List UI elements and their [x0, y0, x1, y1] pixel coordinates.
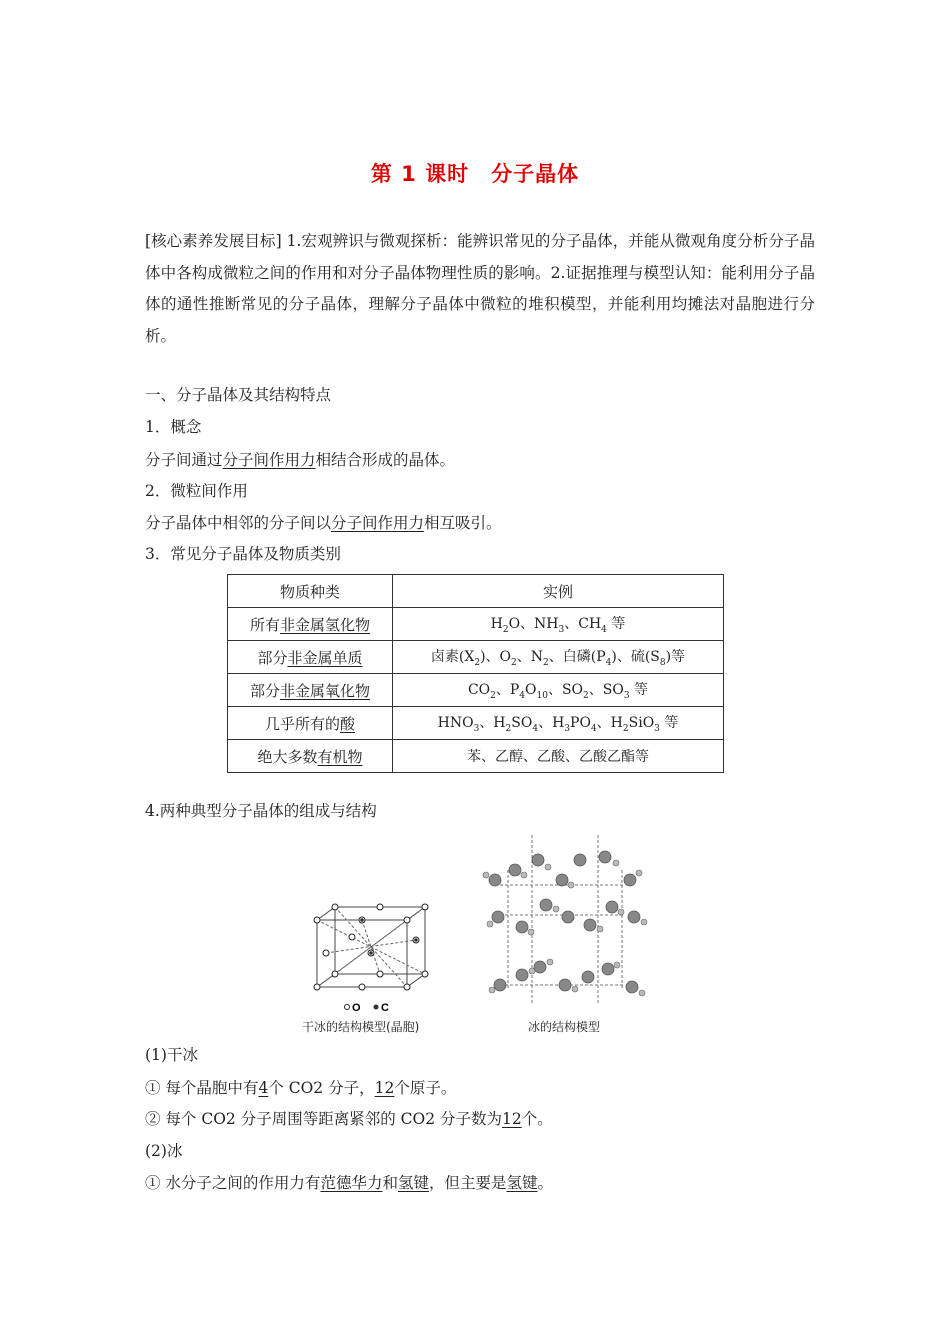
answer-blank: 非金属氧化物 [280, 681, 371, 700]
answer-blank: 4 [258, 1079, 269, 1097]
ice-heading: (2)冰 [145, 1142, 183, 1160]
item1-heading: 1．概念 [145, 418, 202, 436]
item3-heading: 3．常见分子晶体及物质类别 [145, 545, 341, 563]
category-cell [228, 641, 393, 674]
page-title [0, 158, 950, 188]
title-topic: 分子晶体 [491, 162, 580, 186]
caption-ice: 冰的结构模型 [528, 1020, 601, 1034]
example-cell: 卤素$(X_2)$、$O_2$、$N_2$、白磷$(P_4)$、硫$(S_8)$等 [393, 641, 724, 674]
cell-pre: 部分 [257, 648, 288, 667]
text-mid: ，但主要是 [428, 1174, 507, 1192]
cell-pre: 所有 [249, 615, 280, 634]
text-pre: ① 每个晶胞中有 [145, 1079, 259, 1097]
text-pre: 分子晶体中相邻的分子间以 [145, 514, 332, 532]
text-post: 个。 [521, 1110, 553, 1128]
answer-blank: 范德华力 [320, 1174, 383, 1192]
cell-pre: 绝大多数 [257, 747, 318, 766]
oxygen-legend-dot [345, 1005, 350, 1010]
answer-blank: 非金属氢化物 [280, 615, 371, 634]
table-header-row [228, 575, 724, 608]
dry-ice-carbon [360, 918, 418, 955]
answer-blank: 氢键 [506, 1174, 538, 1192]
table-row [228, 740, 724, 773]
text-post: 个原子。 [394, 1079, 457, 1097]
item2-text [145, 512, 502, 534]
answer-blank: 酸 [340, 714, 356, 733]
item2-heading: 2．微粒间作用 [145, 482, 248, 500]
crystal-models-svg [290, 825, 670, 1040]
goals-label: [核心素养发展目标] [145, 232, 282, 250]
text-mid: 和 [382, 1174, 398, 1192]
ice-molecules [489, 851, 640, 993]
header-category: 物质种类 [228, 575, 393, 608]
table-row [228, 707, 724, 740]
substance-table [227, 574, 724, 773]
legend-c: C [381, 1002, 389, 1014]
answer-blank: 12 [374, 1079, 395, 1097]
core-goals [145, 226, 815, 352]
answer-blank: 分子间作用力 [222, 451, 316, 469]
section-heading: 一、分子晶体及其结构特点 [145, 386, 332, 404]
category-cell [228, 740, 393, 773]
category-cell [228, 707, 393, 740]
title-lesson: 第 1 课时 [370, 162, 470, 186]
text-post: 相互吸引。 [424, 514, 502, 532]
table-row [228, 641, 724, 674]
cell-pre: 几乎所有的 [264, 714, 340, 733]
legend-o: O [352, 1002, 361, 1014]
dry-ice-heading: (1)干冰 [145, 1046, 198, 1064]
table-row [228, 608, 724, 641]
table-row [228, 674, 724, 707]
category-cell [228, 674, 393, 707]
item4-heading: 4.两种典型分子晶体的组成与结构 [145, 802, 377, 820]
header-example: 实例 [393, 575, 724, 608]
example-cell: 苯、乙醇、乙酸、乙酸乙酯等 [393, 740, 724, 773]
caption-dry-ice: 干冰的结构模型(晶胞) [302, 1020, 420, 1034]
crystal-structure-figure [290, 825, 670, 1040]
answer-blank: 12 [502, 1110, 522, 1128]
dry-ice-q1 [145, 1077, 456, 1099]
goals-text: 1.宏观辨识与微观探析：能辨识常见的分子晶体，并能从微观角度分析分子晶体中各构成微粒之间的作用和对分子晶体物理性质的影响。2.证据推理与模型认知：能利用分子晶体的通性推断常见的分子晶体，理解分子晶体中微粒的堆积模型，并能利用均摊法对晶胞进行分析。 [145, 232, 815, 345]
ice-q1 [145, 1172, 553, 1194]
answer-blank: 有机物 [317, 747, 363, 766]
text-pre: ① 水分子之间的作用力有 [145, 1174, 321, 1192]
text-post: 相结合形成的晶体。 [315, 451, 456, 469]
cell-pre: 部分 [249, 681, 280, 700]
item1-text [145, 449, 455, 471]
answer-blank: 非金属单质 [287, 648, 363, 667]
example-cell: $CO_2$、$P_4O_{10}$、$SO_2$、$SO_3$ 等 [393, 674, 724, 707]
category-cell [228, 608, 393, 641]
text-pre: ② 每个 CO2 分子周围等距离紧邻的 CO2 分子数为 [145, 1110, 502, 1128]
dry-ice-q2 [145, 1108, 553, 1130]
answer-blank: 氢键 [397, 1174, 429, 1192]
answer-blank: 分子间作用力 [331, 514, 425, 532]
carbon-legend-dot [374, 1005, 379, 1010]
text-pre: 分子间通过 [145, 451, 223, 469]
example-cell: $H_2O$、$NH_3$、$CH_4$ 等 [393, 608, 724, 641]
text-post: 。 [537, 1174, 554, 1192]
text-mid: 个 CO2 分子， [268, 1079, 375, 1097]
example-cell: $HNO_3$、$H_2SO_4$、$H_3PO_4$、$H_2SiO_3$ 等 [393, 707, 724, 740]
